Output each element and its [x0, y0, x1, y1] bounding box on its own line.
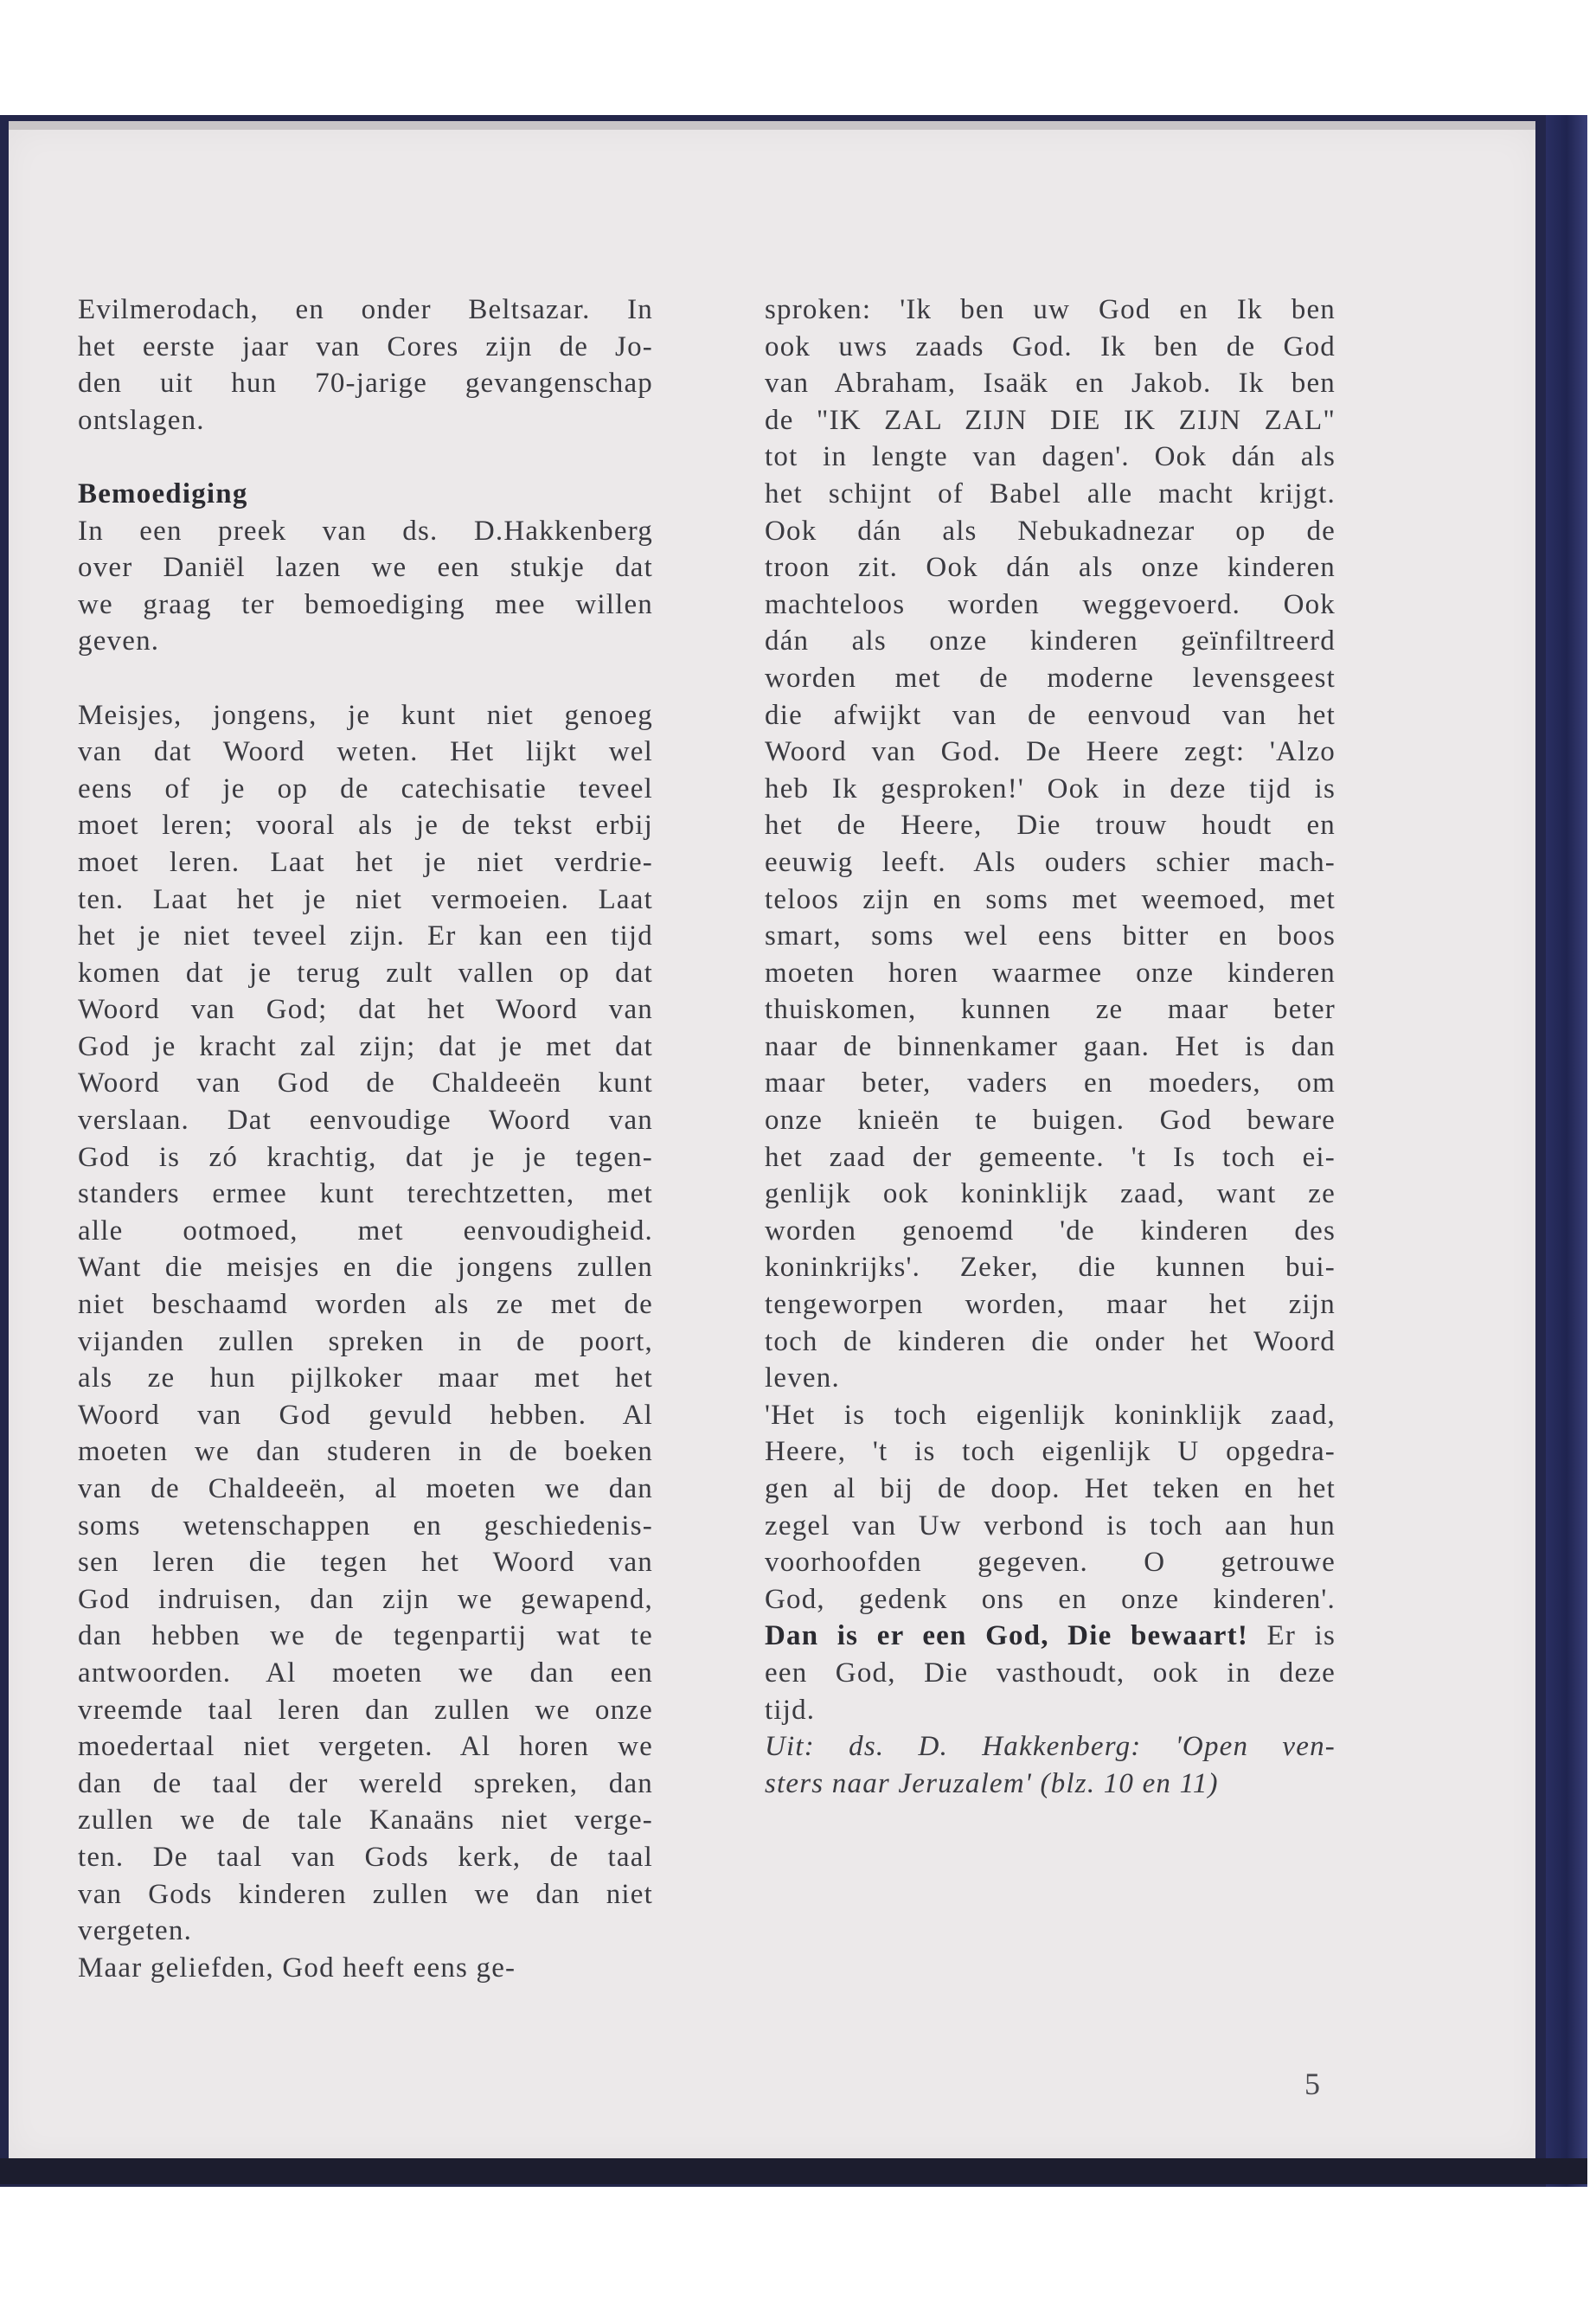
text-line: genlijk ook koninklijk zaad, want ze [765, 1178, 1336, 1210]
text-line: toch de kinderen die onder het Woord [765, 1325, 1336, 1357]
text-line: tijd. [765, 1694, 816, 1726]
paragraph [78, 292, 653, 439]
text-line: leven. [765, 1362, 840, 1394]
section-heading: Bemoediging [78, 478, 248, 510]
text-line: Dan is er een God, Die bewaart! Er is [765, 1620, 1336, 1652]
text-line: we graag ter bemoediging mee willen [78, 588, 653, 620]
text-line: Maar geliefden, God heeft eens ge- [78, 1952, 516, 1984]
text-line: machteloos worden weggevoerd. Ook [765, 588, 1336, 620]
bottom-book-edge [0, 2158, 1587, 2184]
text-line: troon zit. Ook dán als onze kinderen [765, 552, 1336, 584]
right-column [765, 292, 1336, 1802]
text-line: vijanden zullen spreken in de poort, [78, 1325, 653, 1357]
text-line: Woord van God gevuld hebben. Al [78, 1399, 653, 1431]
text-line: naar de binnenkamer gaan. Het is dan [765, 1030, 1336, 1062]
text-line: verslaan. Dat eenvoudige Woord van [78, 1105, 653, 1137]
text-line: van de Chaldeeën, al moeten we dan [78, 1473, 653, 1504]
text-line: antwoorden. Al moeten we dan een [78, 1657, 653, 1689]
text-line: In een preek van ds. D.Hakkenberg [78, 515, 653, 547]
text-line: teloos zijn en soms met weemoed, met [765, 883, 1336, 915]
text-line: zullen we de tale Kanaäns niet verge- [78, 1804, 653, 1836]
text-line: een God, Die vasthoudt, ook in deze [765, 1657, 1336, 1689]
text-line: moedertaal niet vergeten. Al horen we [78, 1731, 653, 1763]
text-line: worden met de moderne levensgeest [765, 662, 1336, 694]
text-line: smart, soms wel eens bitter en boos [765, 920, 1336, 952]
text-line: 'Het is toch eigenlijk koninklijk zaad, [765, 1399, 1336, 1431]
text-line: standers ermee kunt terechtzetten, met [78, 1178, 653, 1210]
text-line: Woord van God. De Heere zegt: 'Alzo [765, 736, 1336, 768]
text-line: gen al bij de doop. Het teken en het [765, 1473, 1336, 1504]
text-line: eens of je op de catechisatie teveel [78, 772, 653, 804]
text-line: God indruisen, dan zijn we gewapend, [78, 1583, 653, 1615]
text-line: tot in lengte van dagen'. Ook dán als [765, 441, 1336, 473]
text-line: Woord van God; dat het Woord van [78, 994, 653, 1026]
book-spine-edge [1546, 115, 1587, 2187]
paragraph [78, 513, 653, 660]
text-line: het zaad der gemeente. 't Is toch ei- [765, 1141, 1336, 1173]
text-line: ontslagen. [78, 404, 205, 436]
text-line: komen dat je terug zult vallen op dat [78, 957, 653, 989]
paragraph [765, 292, 1336, 1397]
page-number: 5 [1304, 2067, 1320, 2101]
text-line: vreemde taal leren dan zullen we onze [78, 1694, 653, 1726]
text-line: niet beschaamd worden als ze met de [78, 1289, 653, 1321]
text-line: Ook dán als Nebukadnezar op de [765, 515, 1336, 547]
text-line: dán als onze kinderen geïnfiltreerd [765, 625, 1336, 657]
text-line: de "IK ZAL ZIJN DIE IK ZIJN ZAL" [765, 404, 1336, 436]
text-line: Uit: ds. D. Hakkenberg: 'Open ven- [765, 1731, 1336, 1763]
text-line: moeten horen waarmee onze kinderen [765, 957, 1336, 989]
text-line: heb Ik gesproken!' Ook in deze tijd is [765, 772, 1336, 804]
text-line: Meisjes, jongens, je kunt niet genoeg [78, 699, 653, 731]
text-line: koninkrijks'. Zeker, die kunnen bui- [765, 1252, 1336, 1284]
text-line: het je niet teveel zijn. Er kan een tijd [78, 920, 653, 952]
text-line: alle ootmoed, met eenvoudigheid. [78, 1215, 653, 1247]
paragraph [78, 697, 653, 1987]
text-line: van Abraham, Isaäk en Jakob. Ik ben [765, 368, 1336, 400]
text-line: tengeworpen worden, maar het zijn [765, 1289, 1336, 1321]
text-line: thuiskomen, kunnen ze maar beter [765, 994, 1336, 1026]
text-line: van Gods kinderen zullen we dan niet [78, 1878, 653, 1910]
paragraph [765, 1655, 1336, 1728]
text-line: God is zó krachtig, dat je je tegen- [78, 1141, 653, 1173]
text-line: geven. [78, 625, 160, 657]
text-line: moet leren. Laat het je niet verdrie- [78, 846, 653, 878]
text-line: voorhoofden gegeven. O getrouwe [765, 1547, 1336, 1579]
text-line: dan de taal der wereld spreken, dan [78, 1767, 653, 1799]
text-line: het eerste jaar van Cores zijn de Jo- [78, 330, 653, 362]
source-citation [765, 1728, 1336, 1802]
text-line: als ze hun pijlkoker maar met het [78, 1362, 653, 1394]
bold-statement: Dan is er een God, Die bewaart! [765, 1620, 1249, 1652]
text-line: Woord van God de Chaldeeën kunt [78, 1067, 653, 1099]
text-line: ten. Laat het je niet vermoeien. Laat [78, 883, 653, 915]
text-line: van dat Woord weten. Het lijkt wel [78, 736, 653, 768]
paragraph [765, 1397, 1336, 1618]
text-line: sen leren die tegen het Woord van [78, 1547, 653, 1579]
text-line: maar beter, vaders en moeders, om [765, 1067, 1336, 1099]
text-line: Evilmerodach, en onder Beltsazar. In [78, 294, 653, 325]
text-line: sproken: 'Ik ben uw God en Ik ben [765, 294, 1336, 325]
text-line: die afwijkt van de eenvoud van het [765, 699, 1336, 731]
text-line: het de Heere, Die trouw houdt en [765, 810, 1336, 842]
text-line: ook uws zaads God. Ik ben de God [765, 330, 1336, 362]
text-line: den uit hun 70-jarige gevangenschap [78, 368, 653, 400]
text-line: sters naar Jeruzalem' (blz. 10 en 11) [765, 1767, 1219, 1799]
text-line: worden genoemd 'de kinderen des [765, 1215, 1336, 1247]
text-line: eeuwig leeft. Als ouders schier mach- [765, 846, 1336, 878]
text-line: over Daniël lazen we een stukje dat [78, 552, 653, 584]
text-line: vergeten. [78, 1915, 193, 1947]
text-line: moet leren; vooral als je de tekst erbij [78, 810, 653, 842]
text-line: het schijnt of Babel alle macht krijgt. [765, 478, 1336, 510]
text-line: zegel van Uw verbond is toch aan hun [765, 1509, 1336, 1541]
text-line: Want die meisjes en die jongens zullen [78, 1252, 653, 1284]
left-column [78, 292, 653, 1986]
text-line: onze knieën te buigen. God beware [765, 1105, 1336, 1137]
text-line: dan hebben we de tegenpartij wat te [78, 1620, 653, 1652]
text-line: God, gedenk ons en onze kinderen'. [765, 1583, 1336, 1615]
text-line: Heere, 't is toch eigenlijk U opgedra- [765, 1436, 1336, 1468]
text-line: moeten we dan studeren in de boeken [78, 1436, 653, 1468]
text-line: God je kracht zal zijn; dat je met dat [78, 1030, 653, 1062]
text-line: ten. De taal van Gods kerk, de taal [78, 1841, 653, 1873]
text-line: soms wetenschappen en geschiedenis- [78, 1509, 653, 1541]
